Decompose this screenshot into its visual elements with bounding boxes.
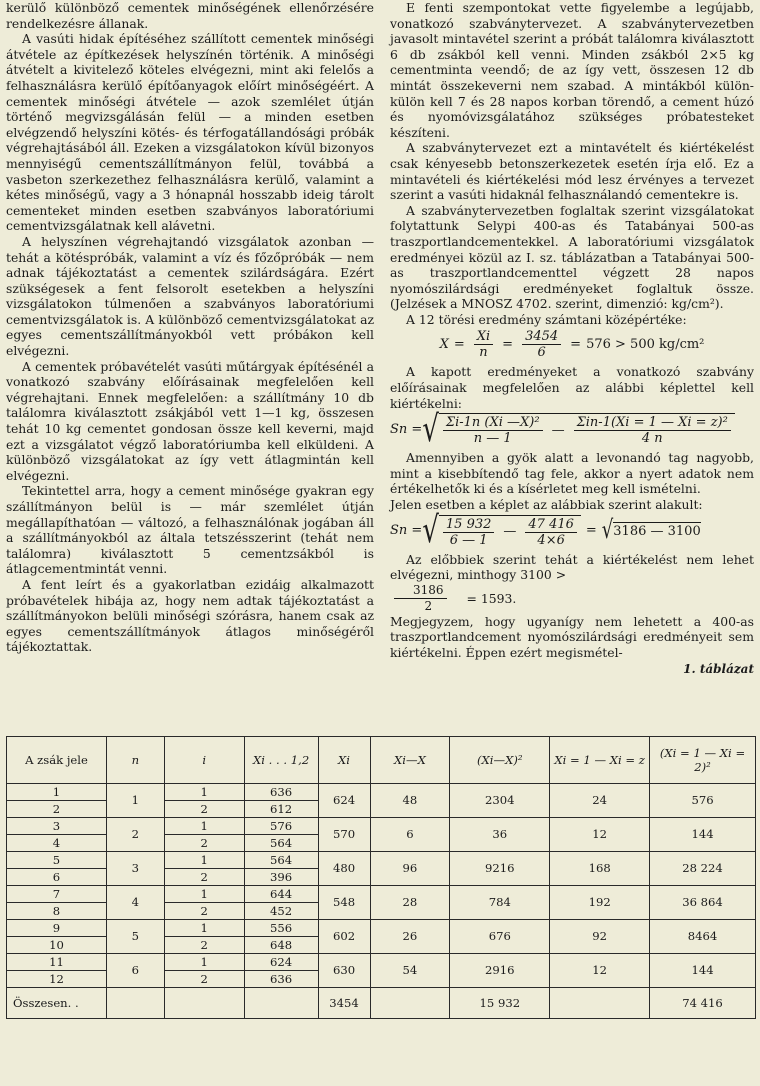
- fraction: [522, 329, 561, 360]
- table-row: [7, 784, 756, 801]
- i-cell: 1: [164, 852, 244, 869]
- left-column: [6, 0, 374, 655]
- diff-cell: 28: [370, 886, 450, 920]
- square-root: [422, 510, 581, 553]
- fraction-denominator: 4×6: [537, 532, 565, 548]
- bag-cell: 4: [7, 835, 107, 852]
- radical-sign: √: [422, 510, 439, 553]
- sq-cell: 2304: [450, 784, 550, 818]
- d-cell: 192: [550, 886, 650, 920]
- i-cell: 1: [164, 818, 244, 835]
- paragraph: kerülő különböző cementek minőségének ellenőrzésére rendelkezésre állanak.: [6, 0, 374, 31]
- bag-cell: 11: [7, 954, 107, 971]
- fraction: [525, 517, 577, 548]
- value-cell: 636: [244, 971, 318, 988]
- diff-cell: 96: [370, 852, 450, 886]
- value-cell: 612: [244, 801, 318, 818]
- n-cell: 5: [106, 920, 164, 954]
- paragraph: Megjegyzem, hogy ugyanígy nem lehetett a 400-as traszportlandcement nyomószilárdsági eredményeit sem kiértékelni. Éppen ezért megismétel-: [390, 613, 754, 660]
- table-cell: [550, 988, 650, 1019]
- radicand: [439, 413, 735, 446]
- fraction-numerator: 15 932: [443, 517, 495, 533]
- fraction-numerator: 47 416: [525, 517, 577, 533]
- xi-cell: 548: [318, 886, 370, 920]
- header-cell: i: [164, 737, 244, 784]
- value-cell: 624: [244, 954, 318, 971]
- bag-cell: 12: [7, 971, 107, 988]
- i-cell: 2: [164, 835, 244, 852]
- diff-cell: 54: [370, 954, 450, 988]
- dsq-cell: 28 224: [650, 852, 756, 886]
- paragraph: Amennyiben a gyök alatt a levonandó tag nagyobb, mint a kisebbítendő tag fele, akkor a nyert adatok nem értékelhetők ki és a kísérletet meg kell ismételni.: [390, 450, 754, 497]
- xi-cell: 624: [318, 784, 370, 818]
- paragraph: A szabványtervezet ezt a mintavételt és kiértékelést csak kényesebb betonszerkezetek esetén írja elő. Ez a mintavételi és kiértékelési mód lesz érvényes a tervezet szerint a vasúti hidaknál felhasználandó cementekre is.: [390, 140, 754, 203]
- i-cell: 2: [164, 937, 244, 954]
- inline-text: = 1593.: [466, 590, 517, 606]
- bag-cell: 1: [7, 784, 107, 801]
- equals-sign: =: [502, 337, 514, 353]
- xi-cell: 602: [318, 920, 370, 954]
- value-cell: 648: [244, 937, 318, 954]
- dsq-cell: 36 864: [650, 886, 756, 920]
- header-cell: (Xi = 1 — Xi = 2)²: [650, 737, 756, 784]
- paragraph: A szabványtervezetben foglaltak szerint vizsgálatokat folytattunk Selypi 400-as és Tatabányai 500-as traszportlandcementekkel. A laboratóriumi vizsgálatok eredményei közül az I. sz. táblázatban a Tatabányai 500-as traszportlandcementtel végzett 28 napos nyomószilárdsági eredményeket foglaltuk össze. (Jelzések a MNOSZ 4702. szerint, dimenzió: kg/cm²).: [390, 202, 754, 312]
- header-cell: (Xi—X)²: [450, 737, 550, 784]
- dsq-cell: 144: [650, 818, 756, 852]
- table-header-row: [7, 737, 756, 784]
- xi-cell: 630: [318, 954, 370, 988]
- value-cell: 564: [244, 835, 318, 852]
- paragraph: A vasúti hidak építéséhez szállított cementek minőségi átvétele az építkezések helyszínén történik. A minőségi átvételt a kivitelező köteles elvégezni, mint aki felelős a felhasználásra kerülő építőanyagok előírt minőségéért. A cementek minőségi átvétele — azok szemlélet útján történő megvizsgálásán felül — a minden esetben elvégzendő helyszíni kötés- és térfogatállandósági próbák végrehajtásából áll. Ezeken a vizsgálatokon kívül bizonyos mennyiségű cementszállítmányon felül, továbbá a vasbeton szerkezethez felhasználásra kerülő, valamint a kétes minőségű, vagy a 3 hónapnál hosszabb ideig tárolt cementeket minden esetben szabványos laboratóriumi cementvizsgálatnak kell alávetni.: [6, 31, 374, 234]
- bag-cell: 10: [7, 937, 107, 954]
- bag-cell: 5: [7, 852, 107, 869]
- equals-sign: =: [453, 337, 465, 353]
- xi-cell: 570: [318, 818, 370, 852]
- i-cell: 1: [164, 784, 244, 801]
- radicand: 3186 — 3100: [613, 524, 701, 540]
- total-sq: 15 932: [450, 988, 550, 1019]
- diff-cell: 48: [370, 784, 450, 818]
- right-column: [390, 0, 754, 677]
- fraction-denominator: n: [479, 345, 488, 361]
- fraction: [394, 583, 447, 614]
- fraction-denominator: 4 n: [641, 431, 663, 447]
- paragraph: [390, 552, 754, 614]
- radicand: [439, 515, 581, 548]
- value-cell: 556: [244, 920, 318, 937]
- value-cell: 576: [244, 818, 318, 835]
- xi-cell: 480: [318, 852, 370, 886]
- fraction-numerator: 3186: [394, 583, 447, 599]
- fraction-denominator: 2: [424, 598, 433, 613]
- table-row: [7, 852, 756, 869]
- header-cell: Xi . . . 1,2: [244, 737, 318, 784]
- paragraph: A kapott eredményeket a vonatkozó szabvány előírásainak megfelelően az alábbi képlettel kell kiértékelni:: [390, 364, 754, 411]
- dsq-cell: 576: [650, 784, 756, 818]
- diff-cell: 26: [370, 920, 450, 954]
- sq-cell: 784: [450, 886, 550, 920]
- table-cell: [244, 988, 318, 1019]
- fraction-numerator: Xi: [474, 329, 493, 345]
- n-cell: 4: [106, 886, 164, 920]
- bag-cell: 3: [7, 818, 107, 835]
- fraction: [443, 415, 543, 446]
- minus-sign: —: [551, 422, 565, 438]
- fraction-denominator: 6 — 1: [449, 532, 488, 548]
- bag-cell: 8: [7, 903, 107, 920]
- dsq-cell: 8464: [650, 920, 756, 954]
- value-cell: 644: [244, 886, 318, 903]
- equation-lhs: Sn =: [390, 523, 423, 539]
- mean-equation: [390, 329, 754, 360]
- i-cell: 1: [164, 954, 244, 971]
- table-row: [7, 886, 756, 903]
- equation-result: 576 > 500 kg/cm²: [586, 337, 705, 353]
- d-cell: 12: [550, 954, 650, 988]
- formula-equation: [390, 408, 754, 451]
- total-label: Összesen. .: [7, 988, 107, 1019]
- square-root: [422, 408, 735, 451]
- total-dsq: 74 416: [650, 988, 756, 1019]
- n-cell: 3: [106, 852, 164, 886]
- table-caption: 1. táblázat: [683, 661, 754, 676]
- i-cell: 2: [164, 903, 244, 920]
- sq-cell: 2916: [450, 954, 550, 988]
- n-cell: 1: [106, 784, 164, 818]
- radical-sign: √: [422, 408, 439, 451]
- equals-sign: =: [570, 337, 582, 353]
- table-row: [7, 920, 756, 937]
- bag-cell: 7: [7, 886, 107, 903]
- table-total-row: [7, 988, 756, 1019]
- value-cell: 396: [244, 869, 318, 886]
- i-cell: 2: [164, 971, 244, 988]
- paragraph: E fenti szempontokat vette figyelembe a legújabb, vonatkozó szabványtervezet. A szabványtervezetben javasolt mintavétel szerint a próbát találomra kiválasztott 6 db zsákból kell venni. Minden zsákból 2×5 kg cementminta veendő; de az így vett, összesen 12 db mintát összekeverni nem szabad. A mintákból külön-külön kell 7 és 28 napos korban törendő, a cement húzó és nyomóvizsgálatához szükséges próbatesteket készíteni.: [390, 0, 754, 140]
- fraction: [474, 329, 493, 360]
- i-cell: 1: [164, 920, 244, 937]
- header-cell: Xi = 1 — Xi = z: [550, 737, 650, 784]
- d-cell: 24: [550, 784, 650, 818]
- paragraph: A helyszínen végrehajtandó vizsgálatok azonban — tehát a kötéspróbák, valamint a víz és főzőpróbák — nem adnak tájékoztatást a cementek szilárdságára. Ezért szükségesek a fent felsorolt esetekben a helyszíni vizsgálatokon túlmenően a szabványos laboratóriumi cementvizsgálatok is. A különböző cementvizsgálatokat az egyes cementszállítmányokból vett próbákon kell elvégezni.: [6, 233, 374, 359]
- paragraph: A cementek próbavételét vasúti műtárgyak építésénél a vonatkozó szabvány előírásainak megfelelően kell végrehajtani. Ennek megfelelően: a szállítmány 10 db találomra kiválasztott zsákjából vett 1—1 kg, összesen tehát 10 kg cementet gondosan össze kell keverni, majd ezt a vizsgálatot végző laboratóriumba kell elküldeni. A különböző vizsgálatokat az így vett átlagmintán kell elvégezni.: [6, 358, 374, 483]
- bag-cell: 6: [7, 869, 107, 886]
- equation-lhs: Sn =: [390, 421, 423, 437]
- square-root: [601, 515, 701, 546]
- n-cell: 6: [106, 954, 164, 988]
- table-body: [7, 784, 756, 988]
- i-cell: 2: [164, 801, 244, 818]
- paragraph: Tekintettel arra, hogy a cement minősége gyakran egy szállítmányon belül is — már szemlélet útján megállapíthatóan — változó, a felhasználónak jogában áll a szállítmányokból az általa tetszésszerint (tehát nem találomra) kiválasztott 5 cementzsákból is átlagcementmintát venni.: [6, 483, 374, 577]
- header-cell: Xi: [318, 737, 370, 784]
- bag-cell: 2: [7, 801, 107, 818]
- table-row: [7, 818, 756, 835]
- value-cell: 452: [244, 903, 318, 920]
- equation-lhs: X: [439, 337, 449, 353]
- diff-cell: 6: [370, 818, 450, 852]
- equals-sign: =: [585, 523, 597, 539]
- table-row: [7, 954, 756, 971]
- header-cell: n: [106, 737, 164, 784]
- total-xi: 3454: [318, 988, 370, 1019]
- value-cell: 636: [244, 784, 318, 801]
- header-cell: Xi—X: [370, 737, 450, 784]
- sq-cell: 9216: [450, 852, 550, 886]
- i-cell: 1: [164, 886, 244, 903]
- fraction-numerator: Σin-1(Xi = 1 — Xi = z)²: [574, 415, 731, 431]
- dsq-cell: 144: [650, 954, 756, 988]
- d-cell: 92: [550, 920, 650, 954]
- sq-cell: 36: [450, 818, 550, 852]
- paragraph: A fent leírt és a gyakorlatban ezidáig alkalmazott próbavételek hibája az, hogy nem adtak tájékoztatást a szállítmányokon belüli minőségi szórásra, hanem csak az egyes cementszállítmányok átlagos minőségéről tájékoztattak.: [6, 576, 374, 655]
- paragraph: A 12 törési eredmény számtani középértéke:: [406, 311, 687, 327]
- fraction: [574, 415, 731, 446]
- computed-equation: [390, 510, 754, 553]
- d-cell: 168: [550, 852, 650, 886]
- n-cell: 2: [106, 818, 164, 852]
- sq-cell: 676: [450, 920, 550, 954]
- bag-cell: 9: [7, 920, 107, 937]
- d-cell: 12: [550, 818, 650, 852]
- i-cell: 2: [164, 869, 244, 886]
- fraction-numerator: Σi-1n (Xi —X)²: [443, 415, 543, 431]
- table-cell: [164, 988, 244, 1019]
- paragraph: Jelen esetben a képlet az alábbiak szerint alakult:: [390, 497, 703, 513]
- radical-sign: √: [601, 515, 614, 546]
- fraction: [443, 517, 495, 548]
- value-cell: 564: [244, 852, 318, 869]
- table-cell: [370, 988, 450, 1019]
- fraction-denominator: n — 1: [473, 431, 512, 447]
- fraction-numerator: 3454: [522, 329, 561, 345]
- inline-text: Az előbbiek szerint tehát a kiértékelést nem lehet elvégezni, minthogy 3100 >: [390, 551, 754, 583]
- fraction-denominator: 6: [537, 345, 546, 361]
- results-table: [6, 736, 756, 1019]
- table-cell: [106, 988, 164, 1019]
- header-cell: A zsák jele: [7, 737, 107, 784]
- minus-sign: —: [503, 524, 517, 540]
